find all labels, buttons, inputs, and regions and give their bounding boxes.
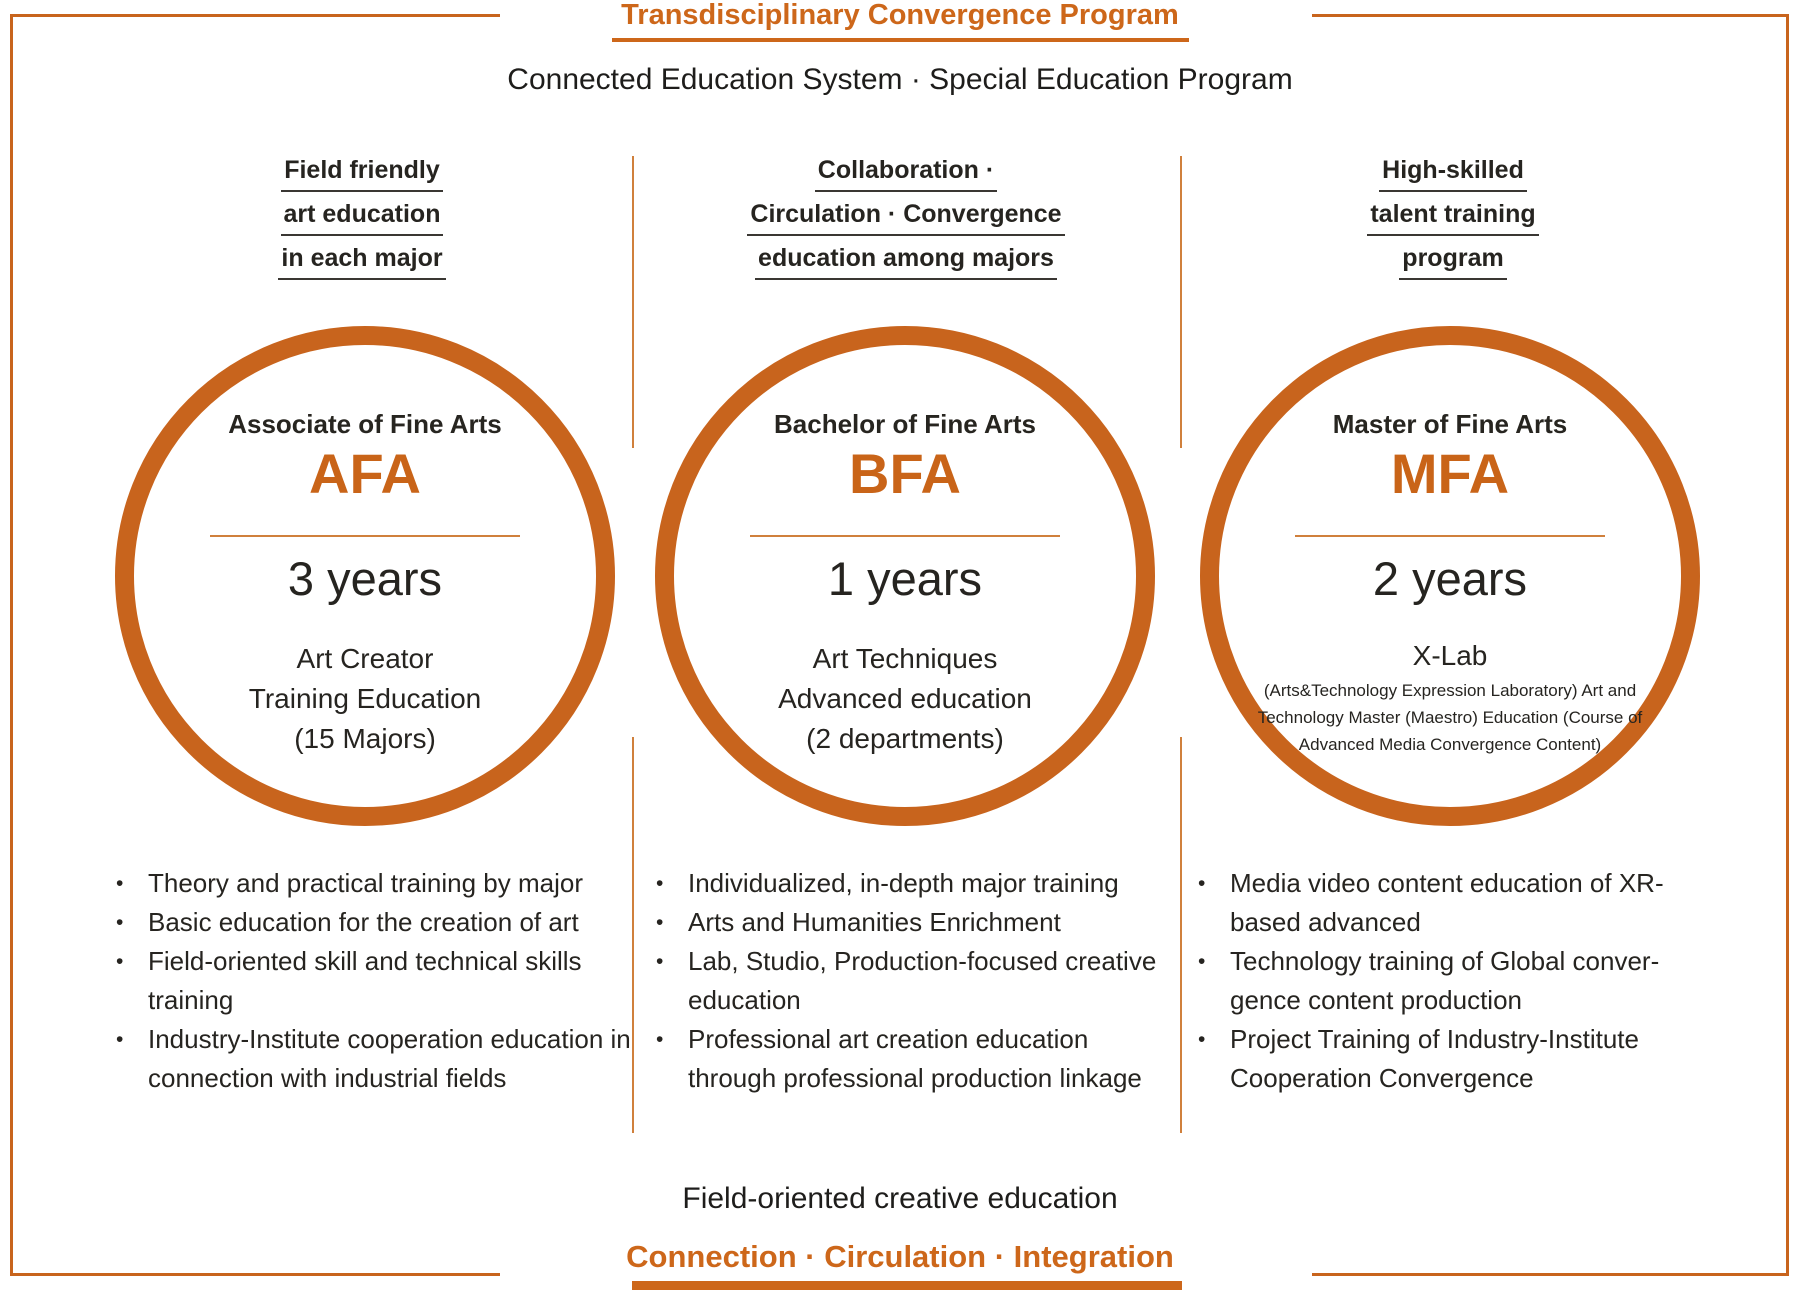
bfa-circle	[655, 326, 1155, 826]
circle-description	[249, 639, 481, 759]
column-2-header	[686, 156, 1126, 288]
bullet-text: Media video content education of XR-based advanced	[1230, 868, 1664, 937]
degree-label: Bachelor of Fine Arts	[774, 409, 1036, 439]
bullet-text: Arts and Humanities Enrichment	[688, 907, 1061, 937]
frame-right-border	[1786, 14, 1789, 1276]
bullet-dot: •	[656, 1028, 664, 1051]
circle-description	[1413, 637, 1488, 675]
bullet-dot: •	[656, 911, 664, 934]
description-line: Art Creator	[296, 643, 434, 674]
bullet-text: Basic education for the creation of art	[148, 907, 579, 937]
bullet-dot: •	[1198, 872, 1206, 895]
description-line: Art Techniques	[812, 643, 998, 674]
header-divider-right	[1180, 156, 1182, 448]
header-line: program	[1399, 244, 1506, 280]
column-1-header	[142, 156, 582, 288]
circle-separator	[1295, 535, 1605, 537]
circle-separator	[750, 535, 1060, 537]
bullet-dot: •	[656, 950, 664, 973]
page-subtitle: Connected Education System · Special Education Program	[507, 63, 1293, 96]
bullet-item	[112, 1020, 634, 1098]
header-line: art education	[281, 200, 444, 236]
degree-acronym: MFA	[1390, 442, 1510, 505]
bullet-dot: •	[656, 872, 664, 895]
description-line: (2 departments)	[806, 723, 1004, 754]
circle-description-small: (Arts&Technology Expression Laboratory) Art and Technology Master (Maestro) Education (Course of Advanced Media Convergence Content)	[1257, 681, 1643, 754]
bullet-text: Industry-Institute cooperation education in connection with industrial fields	[148, 1024, 631, 1093]
footer-highlight: Connection · Circulation · Integration	[626, 1239, 1174, 1274]
bullet-item	[112, 942, 634, 1020]
degree-acronym: BFA	[849, 442, 961, 505]
afa-circle	[115, 326, 615, 826]
bullet-text: Field-oriented skill and technical skills training	[148, 946, 582, 1015]
bottom-accent-bar	[632, 1281, 1182, 1290]
header-line: Collaboration ·	[815, 156, 997, 192]
description-line: Training Education	[248, 683, 482, 714]
header-divider-left	[632, 156, 634, 448]
degree-acronym: AFA	[309, 442, 421, 505]
mfa-circle	[1200, 326, 1700, 826]
description-line: Advanced education	[778, 683, 1032, 714]
bullet-item	[112, 903, 634, 942]
bullet-item	[112, 864, 634, 903]
bullet-item	[1194, 1020, 1686, 1098]
degree-label: Associate of Fine Arts	[228, 409, 502, 439]
list-divider-right	[1180, 737, 1182, 1133]
frame-left-border	[10, 14, 13, 1276]
circle-description	[778, 639, 1032, 759]
bullet-text: Professional art creation education through professional production linkage	[688, 1024, 1142, 1093]
footer-caption: Field-oriented creative education	[682, 1182, 1118, 1215]
duration-label: 2 years	[1372, 552, 1528, 605]
bullet-dot: •	[1198, 1028, 1206, 1051]
circle-separator	[210, 535, 520, 537]
duration-label: 1 years	[827, 552, 983, 605]
bullet-dot: •	[116, 950, 124, 973]
bullet-dot: •	[1198, 950, 1206, 973]
bullet-dot: •	[116, 1028, 124, 1051]
bullet-item	[652, 864, 1174, 903]
bfa-bullet-list	[652, 864, 1174, 1098]
bullet-item	[652, 903, 1174, 942]
bullet-text: Project Training of Industry-Institute Cooperation Convergence	[1230, 1024, 1639, 1093]
bullet-item	[652, 1020, 1174, 1098]
bullet-text: Technology training of Global convergence content production	[1230, 946, 1660, 1015]
header-line: education among majors	[755, 244, 1057, 280]
description-line: X-Lab	[1412, 640, 1488, 671]
bullet-text: Theory and practical training by major	[148, 868, 583, 898]
header-line: High-skilled	[1379, 156, 1527, 192]
bullet-text: Lab, Studio, Production-focused creative education	[688, 946, 1157, 1015]
bullet-dot: •	[116, 911, 124, 934]
column-3-header	[1233, 156, 1673, 288]
bullet-text: Individualized, in-depth major training	[688, 868, 1119, 898]
header-line: Circulation · Convergence	[747, 200, 1064, 236]
title-underline	[612, 38, 1189, 42]
header-line: in each major	[278, 244, 445, 280]
afa-bullet-list	[112, 864, 634, 1098]
bullet-item	[652, 942, 1174, 1020]
header-line: talent training	[1367, 200, 1538, 236]
bullet-item	[1194, 942, 1686, 1020]
description-line: (15 Majors)	[294, 723, 436, 754]
bullet-item	[1194, 864, 1686, 942]
bullet-dot: •	[116, 872, 124, 895]
header-line: Field friendly	[281, 156, 443, 192]
mfa-bullet-list	[1194, 864, 1686, 1098]
duration-label: 3 years	[287, 552, 443, 605]
degree-label: Master of Fine Arts	[1332, 409, 1568, 439]
page-title: Transdisciplinary Convergence Program	[621, 0, 1179, 31]
